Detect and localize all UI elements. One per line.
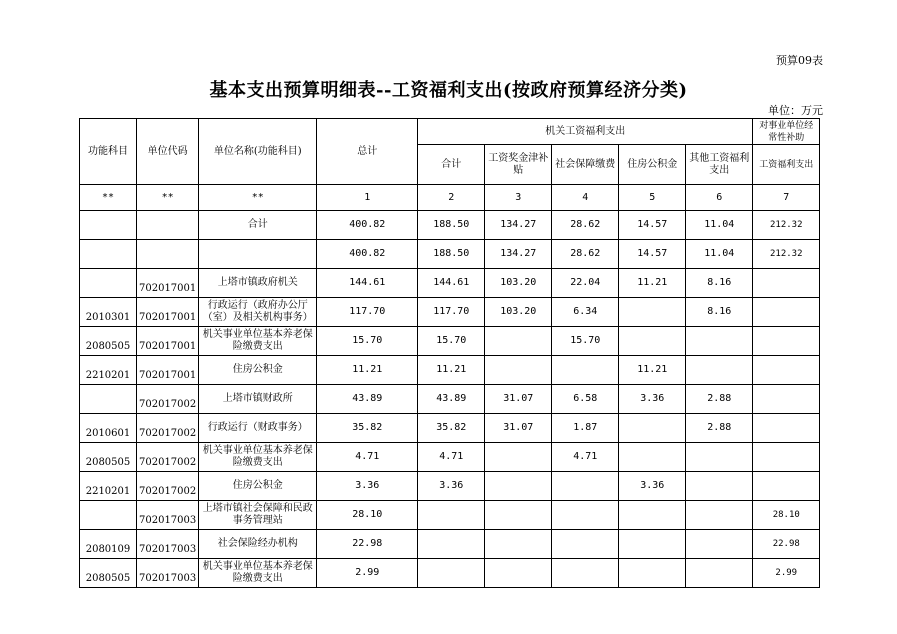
cell-unit-name: 住房公积金 (199, 472, 317, 501)
cell-housing (619, 501, 686, 530)
cell-unit-code: 702017001 (137, 327, 199, 356)
cell-total: 15.70 (317, 327, 418, 356)
cell-salary (485, 501, 552, 530)
table-row (80, 356, 820, 385)
cell-unit-name: 机关事业单位基本养老保险缴费支出 (199, 443, 317, 472)
cell-office-total: 15.70 (418, 327, 485, 356)
cell-housing (619, 559, 686, 588)
index-cell: 3 (485, 185, 552, 211)
cell-other: 11.04 (686, 240, 753, 269)
cell-subsidy (753, 385, 820, 414)
cell-unit-code (137, 240, 199, 269)
header-sub-other: 其他工资福利支出 (686, 145, 753, 185)
cell-office-total: 3.36 (418, 472, 485, 501)
table-row (80, 211, 820, 240)
cell-subsidy: 2.99 (753, 559, 820, 588)
cell-subsidy (753, 443, 820, 472)
cell-other: 2.88 (686, 414, 753, 443)
cell-subsidy: 28.10 (753, 501, 820, 530)
cell-housing (619, 298, 686, 327)
cell-total: 400.82 (317, 211, 418, 240)
header-total: 总计 (317, 119, 418, 185)
cell-unit-code: 702017002 (137, 414, 199, 443)
cell-subsidy (753, 356, 820, 385)
cell-housing (619, 443, 686, 472)
table-row (80, 327, 820, 356)
cell-unit-code (137, 211, 199, 240)
table-row (80, 240, 820, 269)
cell-total: 2.99 (317, 559, 418, 588)
cell-office-total: 11.21 (418, 356, 485, 385)
cell-salary (485, 559, 552, 588)
cell-salary (485, 472, 552, 501)
cell-subsidy (753, 269, 820, 298)
index-cell: 2 (418, 185, 485, 211)
form-number: 预算09表 (776, 54, 823, 67)
cell-unit-code: 702017002 (137, 385, 199, 414)
cell-subsidy (753, 298, 820, 327)
cell-social: 28.62 (552, 211, 619, 240)
index-cell: ** (137, 185, 199, 211)
cell-func-subject (80, 240, 137, 269)
cell-func-subject (80, 211, 137, 240)
header-sub-salary: 工资奖金津补贴 (485, 145, 552, 185)
cell-unit-code: 702017003 (137, 530, 199, 559)
cell-office-total (418, 530, 485, 559)
cell-subsidy: 212.32 (753, 211, 820, 240)
cell-subsidy (753, 472, 820, 501)
cell-func-subject: 2010601 (80, 414, 137, 443)
cell-unit-code: 702017001 (137, 356, 199, 385)
header-unit-code: 单位代码 (137, 119, 199, 185)
cell-total: 144.61 (317, 269, 418, 298)
index-cell: 5 (619, 185, 686, 211)
cell-unit-code: 702017003 (137, 559, 199, 588)
table-row (80, 472, 820, 501)
cell-social: 4.71 (552, 443, 619, 472)
cell-unit-code: 702017002 (137, 443, 199, 472)
cell-social (552, 501, 619, 530)
cell-unit-name: 上塔市镇政府机关 (199, 269, 317, 298)
cell-func-subject: 2080505 (80, 327, 137, 356)
cell-office-total: 35.82 (418, 414, 485, 443)
cell-other (686, 472, 753, 501)
header-sub-total: 合计 (418, 145, 485, 185)
index-cell: 4 (552, 185, 619, 211)
cell-housing: 14.57 (619, 211, 686, 240)
table-row (80, 385, 820, 414)
cell-social: 1.87 (552, 414, 619, 443)
cell-office-total: 43.89 (418, 385, 485, 414)
cell-unit-name: 机关事业单位基本养老保险缴费支出 (199, 327, 317, 356)
cell-func-subject (80, 269, 137, 298)
cell-unit-name: 合计 (199, 211, 317, 240)
cell-office-total (418, 559, 485, 588)
header-unit-name: 单位名称(功能科目) (199, 119, 317, 185)
cell-func-subject: 2080109 (80, 530, 137, 559)
cell-housing: 3.36 (619, 472, 686, 501)
cell-other (686, 327, 753, 356)
cell-unit-name (199, 240, 317, 269)
cell-func-subject: 2210201 (80, 356, 137, 385)
cell-salary: 103.20 (485, 298, 552, 327)
cell-social: 28.62 (552, 240, 619, 269)
cell-subsidy: 22.98 (753, 530, 820, 559)
table-row (80, 269, 820, 298)
cell-salary (485, 327, 552, 356)
cell-unit-code: 702017003 (137, 501, 199, 530)
cell-housing (619, 530, 686, 559)
cell-social (552, 472, 619, 501)
cell-unit-name: 社会保险经办机构 (199, 530, 317, 559)
cell-other (686, 356, 753, 385)
cell-other: 11.04 (686, 211, 753, 240)
header-sub-social: 社会保障缴费 (552, 145, 619, 185)
index-cell: 6 (686, 185, 753, 211)
cell-func-subject: 2080505 (80, 443, 137, 472)
cell-unit-code: 702017001 (137, 298, 199, 327)
cell-other: 8.16 (686, 269, 753, 298)
cell-social: 6.58 (552, 385, 619, 414)
table-row (80, 530, 820, 559)
cell-salary: 31.07 (485, 414, 552, 443)
cell-housing (619, 327, 686, 356)
table-row (80, 443, 820, 472)
cell-total: 400.82 (317, 240, 418, 269)
cell-office-total: 117.70 (418, 298, 485, 327)
table-row (80, 414, 820, 443)
unit-label: 单位：万元 (768, 104, 823, 117)
cell-office-total: 188.50 (418, 211, 485, 240)
index-row (80, 185, 820, 211)
cell-total: 117.70 (317, 298, 418, 327)
cell-office-total: 144.61 (418, 269, 485, 298)
report-title: 基本支出预算明细表--工资福利支出(按政府预算经济分类) (209, 80, 688, 101)
cell-social (552, 356, 619, 385)
cell-salary (485, 356, 552, 385)
cell-total: 4.71 (317, 443, 418, 472)
header-group-office: 机关工资福利支出 (418, 119, 753, 145)
cell-other (686, 501, 753, 530)
table-row (80, 298, 820, 327)
cell-total: 35.82 (317, 414, 418, 443)
cell-housing: 11.21 (619, 356, 686, 385)
cell-salary (485, 443, 552, 472)
cell-housing (619, 414, 686, 443)
cell-other (686, 443, 753, 472)
cell-other: 8.16 (686, 298, 753, 327)
cell-func-subject: 2010301 (80, 298, 137, 327)
cell-salary: 103.20 (485, 269, 552, 298)
index-cell: ** (199, 185, 317, 211)
cell-func-subject (80, 501, 137, 530)
table-row (80, 501, 820, 530)
cell-unit-code: 702017002 (137, 472, 199, 501)
cell-unit-code: 702017001 (137, 269, 199, 298)
cell-func-subject: 2210201 (80, 472, 137, 501)
table-row (80, 559, 820, 588)
cell-salary: 31.07 (485, 385, 552, 414)
cell-unit-name: 行政运行（政府办公厅（室）及相关机构事务） (199, 298, 317, 327)
cell-salary (485, 530, 552, 559)
cell-office-total: 188.50 (418, 240, 485, 269)
cell-unit-name: 机关事业单位基本养老保险缴费支出 (199, 559, 317, 588)
cell-office-total (418, 501, 485, 530)
cell-func-subject: 2080505 (80, 559, 137, 588)
header-sub-subsidy: 工资福利支出 (753, 145, 820, 185)
cell-unit-name: 住房公积金 (199, 356, 317, 385)
cell-other (686, 559, 753, 588)
cell-func-subject (80, 385, 137, 414)
cell-unit-name: 上塔市镇财政所 (199, 385, 317, 414)
cell-social (552, 559, 619, 588)
cell-social: 6.34 (552, 298, 619, 327)
cell-housing: 3.36 (619, 385, 686, 414)
cell-social: 15.70 (552, 327, 619, 356)
cell-unit-name: 上塔市镇社会保障和民政事务管理站 (199, 501, 317, 530)
index-cell: 1 (317, 185, 418, 211)
cell-social: 22.04 (552, 269, 619, 298)
cell-total: 28.10 (317, 501, 418, 530)
cell-housing: 11.21 (619, 269, 686, 298)
cell-total: 22.98 (317, 530, 418, 559)
cell-other (686, 530, 753, 559)
cell-total: 3.36 (317, 472, 418, 501)
budget-table (79, 118, 820, 588)
header-sub-housing: 住房公积金 (619, 145, 686, 185)
cell-salary: 134.27 (485, 240, 552, 269)
header-func-subject: 功能科目 (80, 119, 137, 185)
cell-unit-name: 行政运行（财政事务） (199, 414, 317, 443)
cell-subsidy: 212.32 (753, 240, 820, 269)
cell-social (552, 530, 619, 559)
cell-total: 11.21 (317, 356, 418, 385)
cell-salary: 134.27 (485, 211, 552, 240)
cell-subsidy (753, 327, 820, 356)
cell-office-total: 4.71 (418, 443, 485, 472)
index-cell: ** (80, 185, 137, 211)
index-cell: 7 (753, 185, 820, 211)
cell-total: 43.89 (317, 385, 418, 414)
cell-subsidy (753, 414, 820, 443)
header-group-subsidy: 对事业单位经常性补助 (753, 119, 820, 145)
cell-housing: 14.57 (619, 240, 686, 269)
cell-other: 2.88 (686, 385, 753, 414)
